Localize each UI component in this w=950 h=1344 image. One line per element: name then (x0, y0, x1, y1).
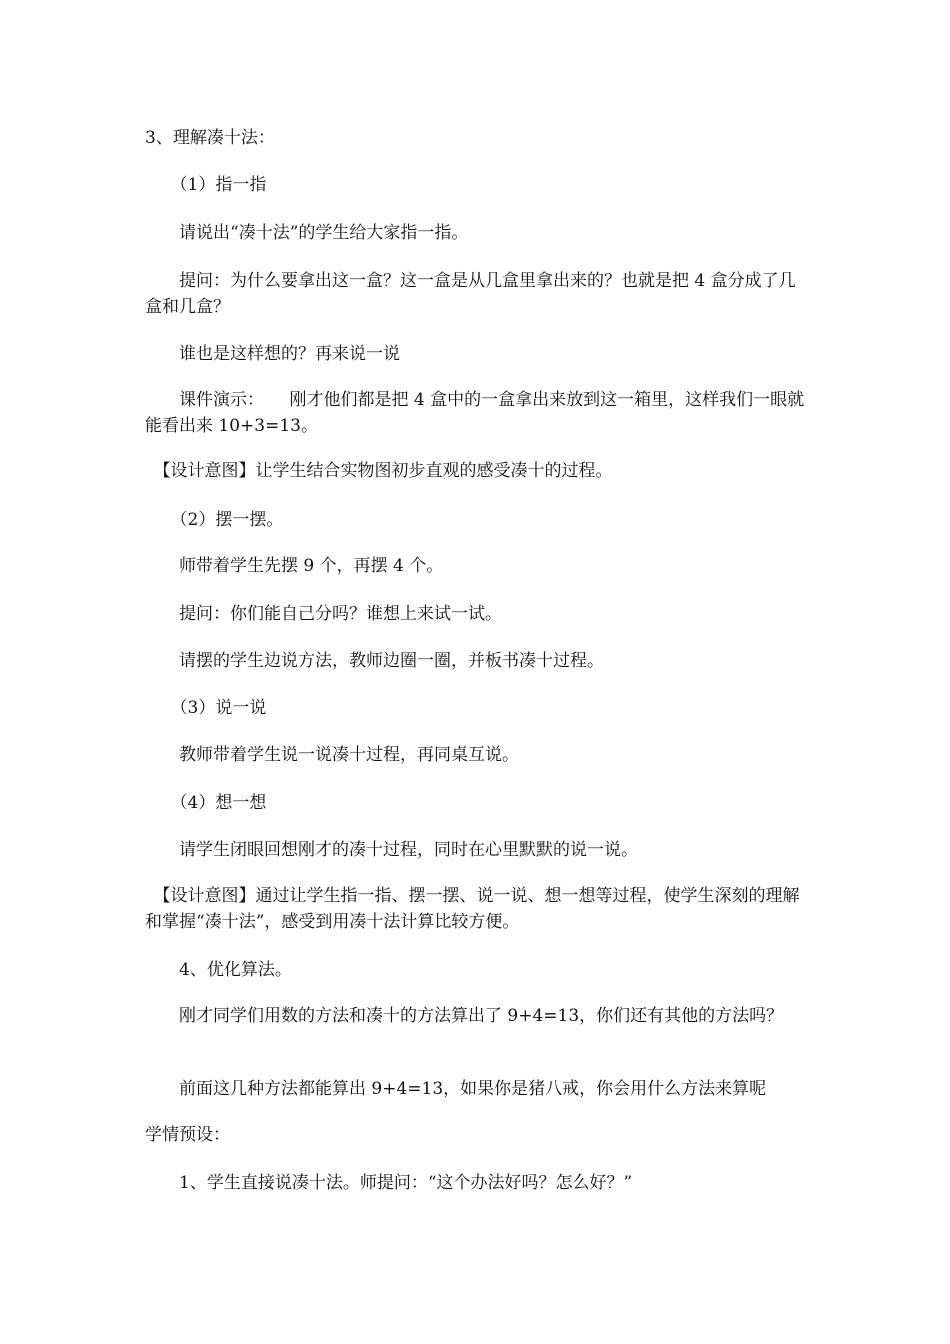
paragraph: 提问：你们能自己分吗？谁想上来试一试。 (145, 604, 502, 624)
heading-4: 4、优化算法。 (145, 960, 292, 980)
design-intent: 【设计意图】通过让学生指一指、摆一摆、说一说、想一想等过程，使学生深刻的理解和掌握“凑十法”，感受到用凑十法计算比较方便。 (145, 886, 800, 932)
subheading-say: （3）说一说 (145, 698, 267, 718)
paragraph: 前面这几种方法都能算出 9+4=13，如果你是猪八戒，你会用什么方法来算呢 (145, 1079, 767, 1099)
paragraph: 课件演示： 刚才他们都是把 4 盒中的一盒拿出来放到这一箱里，这样我们一眼就能看出来 10+3=13。 (145, 390, 805, 436)
paragraph: 1、学生直接说凑十法。师提问：“这个办法好吗？怎么好？” (145, 1173, 633, 1193)
subheading-point: （1）指一指 (145, 175, 267, 195)
design-intent: 【设计意图】让学生结合实物图初步直观的感受凑十的过程。 (145, 461, 613, 481)
paragraph: 请摆的学生边说方法，教师边圈一圈，并板书凑十过程。 (145, 651, 604, 671)
paragraph: 提问：为什么要拿出这一盒？这一盒是从几盒里拿出来的？也就是把 4 盒分成了几盒和几盒？ (145, 271, 796, 317)
subheading-arrange: （2）摆一摆。 (145, 510, 284, 530)
label-preset: 学情预设： (145, 1125, 230, 1145)
paragraph: 请说出“凑十法”的学生给大家指一指。 (145, 223, 469, 243)
paragraph: 谁也是这样想的？再来说一说 (145, 344, 400, 364)
paragraph: 教师带着学生说一说凑十过程，再同桌互说。 (145, 745, 519, 765)
heading-3: 3、理解凑十法： (145, 128, 275, 148)
subheading-think: （4）想一想 (145, 793, 267, 813)
paragraph: 刚才同学们用数的方法和凑十的方法算出了 9+4=13，你们还有其他的方法吗？ (145, 1006, 784, 1026)
paragraph: 师带着学生先摆 9 个，再摆 4 个。 (145, 556, 444, 576)
paragraph: 请学生闭眼回想刚才的凑十过程，同时在心里默默的说一说。 (145, 840, 638, 860)
